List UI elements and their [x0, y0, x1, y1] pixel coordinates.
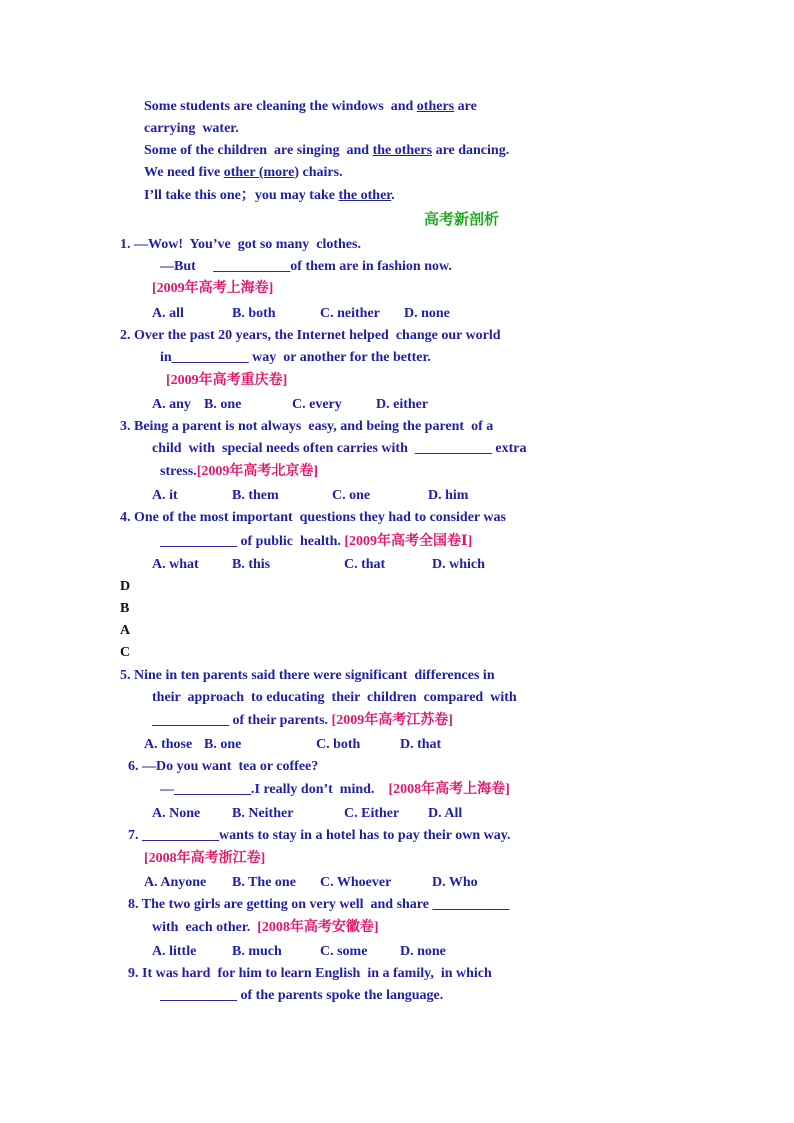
q4-option-d: D. which: [432, 557, 485, 572]
q1-option-c: C. neither: [320, 306, 380, 321]
q5-option-c: C. both: [316, 737, 361, 752]
intro-line-1: Some students are cleaning the windows and others are: [144, 99, 477, 114]
q8-option-a: A. little: [152, 944, 197, 959]
answer-3: A: [120, 623, 131, 638]
q3-option-d: D. him: [428, 488, 469, 503]
q5-option-b: B. one: [204, 737, 242, 752]
q1-line-1: 1. —Wow! You’ve got so many clothes.: [120, 237, 361, 252]
q3-source: [2009年高考北京卷]: [196, 464, 319, 479]
q1-option-a: A. all: [152, 306, 184, 321]
q1-line-2: —But ___________of them are in fashion now.: [160, 259, 452, 274]
q2-option-d: D. either: [376, 397, 429, 412]
q5-line-2: their approach to educating their children compared with: [152, 690, 517, 705]
intro-line-3: Some of the children are singing and the others are dancing.: [144, 143, 510, 158]
intro-line-5: I’ll take this one；you may take the other.: [144, 188, 395, 203]
q5-option-a: A. those: [144, 737, 193, 752]
q7-option-d: D. Who: [432, 875, 478, 890]
section-heading: 高考新剖析: [424, 210, 500, 228]
q1-source: [2009年高考上海卷]: [152, 281, 274, 296]
intro-line-4: We need five other (more) chairs.: [144, 165, 343, 180]
q6-source: [2008年高考上海卷]: [388, 782, 510, 797]
q2-option-a: A. any: [152, 397, 191, 412]
intro-line-2: carrying water.: [144, 121, 239, 136]
q4-option-a: A. what: [152, 557, 199, 572]
q4-option-c: C. that: [344, 557, 386, 572]
q7-source: [2008年高考浙江卷]: [144, 851, 266, 866]
q5-line-3: ___________ of their parents. [2009年高考江苏卷]: [152, 713, 453, 728]
q2-line-1: 2. Over the past 20 years, the Internet helped change our world: [120, 328, 501, 343]
q7-option-b: B. The one: [232, 875, 296, 890]
underlined-word: the others: [372, 143, 433, 158]
q8-option-b: B. much: [232, 944, 282, 959]
q5-line-1: 5. Nine in ten parents said there were significant differences in: [120, 668, 495, 683]
q4-line-1: 4. One of the most important questions they had to consider was: [120, 510, 506, 525]
q3-option-b: B. them: [232, 488, 279, 503]
q5-option-d: D. that: [400, 737, 442, 752]
q8-source: [2008年高考安徽卷]: [257, 920, 379, 935]
answer-1: D: [120, 579, 131, 594]
q7-option-c: C. Whoever: [320, 875, 392, 890]
q6-option-d: D. All: [428, 806, 463, 821]
q3-option-c: C. one: [332, 488, 371, 503]
underlined-word: others: [416, 99, 455, 114]
q3-line-1: 3. Being a parent is not always easy, and being the parent of a: [120, 419, 494, 434]
q2-option-c: C. every: [292, 397, 342, 412]
q4-line-2: ___________ of public health. [2009年高考全国卷Ⅰ]: [160, 534, 473, 549]
q6-option-c: C. Either: [344, 806, 400, 821]
underlined-word: other (more: [223, 165, 295, 180]
answer-2: B: [120, 601, 130, 616]
q9-line-1: 9. It was hard for him to learn English in a family, in which: [128, 966, 492, 981]
q6-line-2: —___________.I really don’t mind. [2008年高考上海卷]: [160, 782, 510, 797]
answer-4: C: [120, 645, 131, 660]
q9-line-2: ___________ of the parents spoke the language.: [160, 988, 444, 1003]
q4-option-b: B. this: [232, 557, 271, 572]
q8-line-1: 8. The two girls are getting on very well and share ___________: [128, 897, 510, 912]
q2-source: [2009年高考重庆卷]: [166, 373, 288, 388]
q7-line-1: 7. ___________wants to stay in a hotel has to pay their own way.: [128, 828, 511, 843]
q8-option-c: C. some: [320, 944, 368, 959]
q3-option-a: A. it: [152, 488, 178, 503]
q8-option-d: D. none: [400, 944, 446, 959]
underlined-word: the other: [338, 188, 392, 203]
q1-option-b: B. both: [232, 306, 276, 321]
q4-source: [2009年高考全国卷Ⅰ]: [344, 534, 473, 549]
q6-option-a: A. None: [152, 806, 201, 821]
q6-option-b: B. Neither: [232, 806, 294, 821]
q6-line-1: 6. —Do you want tea or coffee?: [128, 759, 319, 774]
q3-line-2: child with special needs often carries with ___________ extra: [152, 441, 527, 456]
q7-option-a: A. Anyone: [144, 875, 207, 890]
q8-line-2: with each other. [2008年高考安徽卷]: [152, 920, 379, 935]
q3-line-3: stress.[2009年高考北京卷]: [160, 464, 319, 479]
q2-line-2: in___________ way or another for the better.: [160, 350, 431, 365]
q5-source: [2009年高考江苏卷]: [331, 713, 453, 728]
q1-option-d: D. none: [404, 306, 450, 321]
q2-option-b: B. one: [204, 397, 242, 412]
